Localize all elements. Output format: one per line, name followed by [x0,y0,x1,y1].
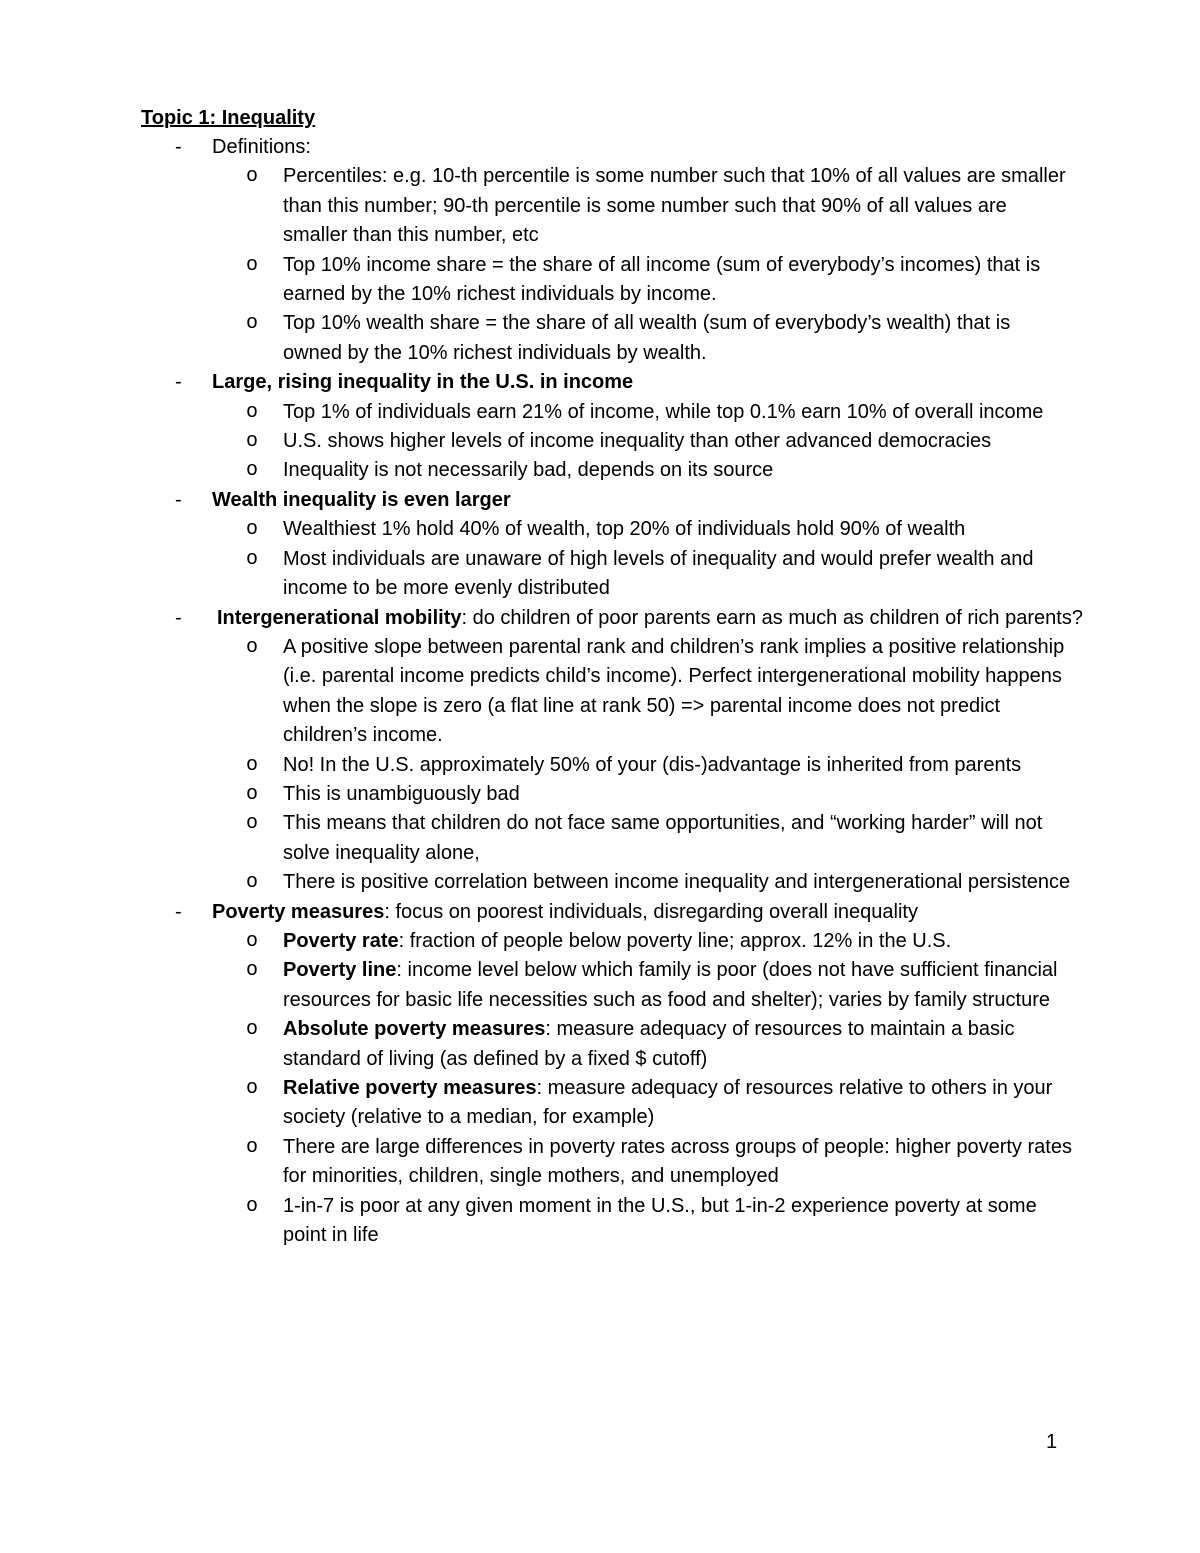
bullet-marker: o [246,547,259,571]
bullet-body: No! In the U.S. approximately 50% of your (dis-)advantage is inherited from parents [283,753,1022,776]
section-label: Poverty measures [212,900,385,923]
bullet-body: Percentiles: e.g. 10-th percentile is some number such that 10% of all values are smaller than this number; 90-th percentile is some number such that 90% of all values are smaller than this number, etc [283,165,1066,247]
bullet-text [283,751,1073,780]
section-heading [212,486,1092,515]
bullet-item [0,309,1200,368]
bullet-text [283,1015,1073,1074]
section-heading [212,368,1092,397]
bullet-text [283,1074,1073,1133]
bullet-body: Top 10% income share = the share of all income (sum of everybody’s incomes) that is earned by the 10% richest individuals by income. [283,253,1041,306]
section-item [0,486,1200,515]
bullet-text [283,427,1073,456]
bullet-text [283,398,1073,427]
bullet-body: This means that children do not face same opportunities, and “working harder” will not solve inequality alone, [283,812,1043,864]
page-number: 1 [1046,1431,1058,1453]
bullet-item [0,545,1200,604]
bullet-marker: o [246,1135,259,1159]
bullet-marker: o [246,959,259,983]
bullet-body: Inequality is not necessarily bad, depends on its source [283,459,774,482]
bullet-text [283,1192,1073,1251]
bullet-body: U.S. shows higher levels of income inequality than other advanced democracies [283,430,992,453]
dash-marker: - [175,606,182,629]
bullet-marker: o [246,459,259,483]
section-heading [212,604,1092,633]
bullet-item [0,868,1200,897]
bullet-body: There is positive correlation between income inequality and intergenerational persistence [283,871,1071,894]
bullet-text [283,809,1073,868]
bullet-item [0,398,1200,427]
bullet-text [283,251,1073,310]
bullet-marker: o [246,1018,259,1042]
bullet-text [283,545,1073,604]
bullet-text [283,927,1073,956]
dash-marker: - [175,488,182,511]
outline-list [0,133,1200,1250]
bullet-item [0,809,1200,868]
dash-marker: - [175,900,182,923]
bullet-text [283,780,1073,809]
bullet-body: Top 10% wealth share = the share of all wealth (sum of everybody’s wealth) that is owned by the 10% richest individuals by wealth. [283,312,1011,364]
bullet-item [0,1192,1200,1251]
bullet-term: Poverty line [283,959,397,982]
bullet-item [0,515,1200,544]
bullet-body: Wealthiest 1% hold 40% of wealth, top 20% of individuals hold 90% of wealth [283,518,966,541]
bullet-body: Most individuals are unaware of high levels of inequality and would prefer wealth and income to be more evenly distributed [283,547,1034,600]
page-title: Topic 1: Inequality [141,107,316,129]
bullet-item [0,633,1200,751]
bullet-marker: o [246,812,259,836]
bullet-text [283,1133,1073,1192]
bullet-term: Poverty rate [283,929,399,952]
bullet-body: : fraction of people below poverty line; approx. 12% in the U.S. [398,929,952,952]
bullet-term: Absolute poverty measures [283,1018,546,1041]
bullet-item [0,751,1200,780]
bullet-marker: o [246,165,259,189]
bullet-item [0,1074,1200,1133]
bullet-marker: o [246,929,259,953]
section-label: Intergenerational mobility [217,606,462,629]
bullet-marker: o [246,753,259,777]
section-text: : do children of poor parents earn as much as children of rich parents? [461,606,1083,629]
bullet-marker: o [246,518,259,542]
bullet-marker: o [246,312,259,336]
bullet-text [283,633,1073,751]
bullet-item [0,1133,1200,1192]
bullet-marker: o [246,1077,259,1100]
bullet-marker: o [246,871,259,895]
bullet-marker: o [246,782,259,806]
section-item [0,133,1200,162]
section-label: Definitions: [212,136,311,158]
bullet-text [283,956,1073,1015]
bullet-item [0,427,1200,456]
section-text: : focus on poorest individuals, disregarding overall inequality [384,900,918,923]
bullet-item [0,456,1200,485]
section-label: Wealth inequality is even larger [212,488,511,511]
bullet-item [0,162,1200,250]
bullet-body: A positive slope between parental rank and children’s rank implies a positive relationship (i.e. parental income predicts child’s income). Perfect intergenerational mobility happens when the slope is zero (a flat line at rank 50) => parental income does not predict children’s income. [283,635,1065,747]
bullet-item [0,780,1200,809]
bullet-term: Relative poverty measures [283,1077,537,1099]
bullet-text [283,515,1073,544]
bullet-marker: o [246,635,259,659]
bullet-body: There are large differences in poverty rates across groups of people: higher poverty rates for minorities, children, single mothers, and unemployed [283,1135,1072,1188]
bullet-item [0,251,1200,310]
section-heading [212,133,1092,162]
dash-marker: - [175,136,182,158]
bullet-text [283,456,1073,485]
dash-marker: - [175,371,182,394]
bullet-text [283,309,1073,368]
bullet-marker: o [246,400,259,424]
section-item [0,604,1200,633]
bullet-item [0,956,1200,1015]
bullet-body: : income level below which family is poor (does not have sufficient financial resources for basic life necessities such as food and shelter); varies by family structure [283,959,1058,1011]
bullet-item [0,927,1200,956]
section-label: Large, rising inequality in the U.S. in income [212,371,634,394]
section-item [0,368,1200,397]
bullet-text [283,162,1073,250]
bullet-body: This is unambiguously bad [283,782,520,805]
bullet-marker: o [246,430,259,454]
section-heading [212,898,1092,927]
bullet-text [283,868,1073,897]
bullet-body: : measure adequacy of resources to maintain a basic standard of living (as defined by a fixed $ cutoff) [283,1018,1015,1070]
bullet-body: 1-in-7 is poor at any given moment in the U.S., but 1-in-2 experience poverty at some point in life [283,1194,1037,1247]
bullet-item [0,1015,1200,1074]
bullet-body: Top 1% of individuals earn 21% of income, while top 0.1% earn 10% of overall income [283,400,1044,423]
bullet-marker: o [246,1194,259,1218]
section-item [0,898,1200,927]
bullet-body: : measure adequacy of resources relative to others in your society (relative to a median, for example) [283,1077,1053,1129]
bullet-marker: o [246,253,259,277]
